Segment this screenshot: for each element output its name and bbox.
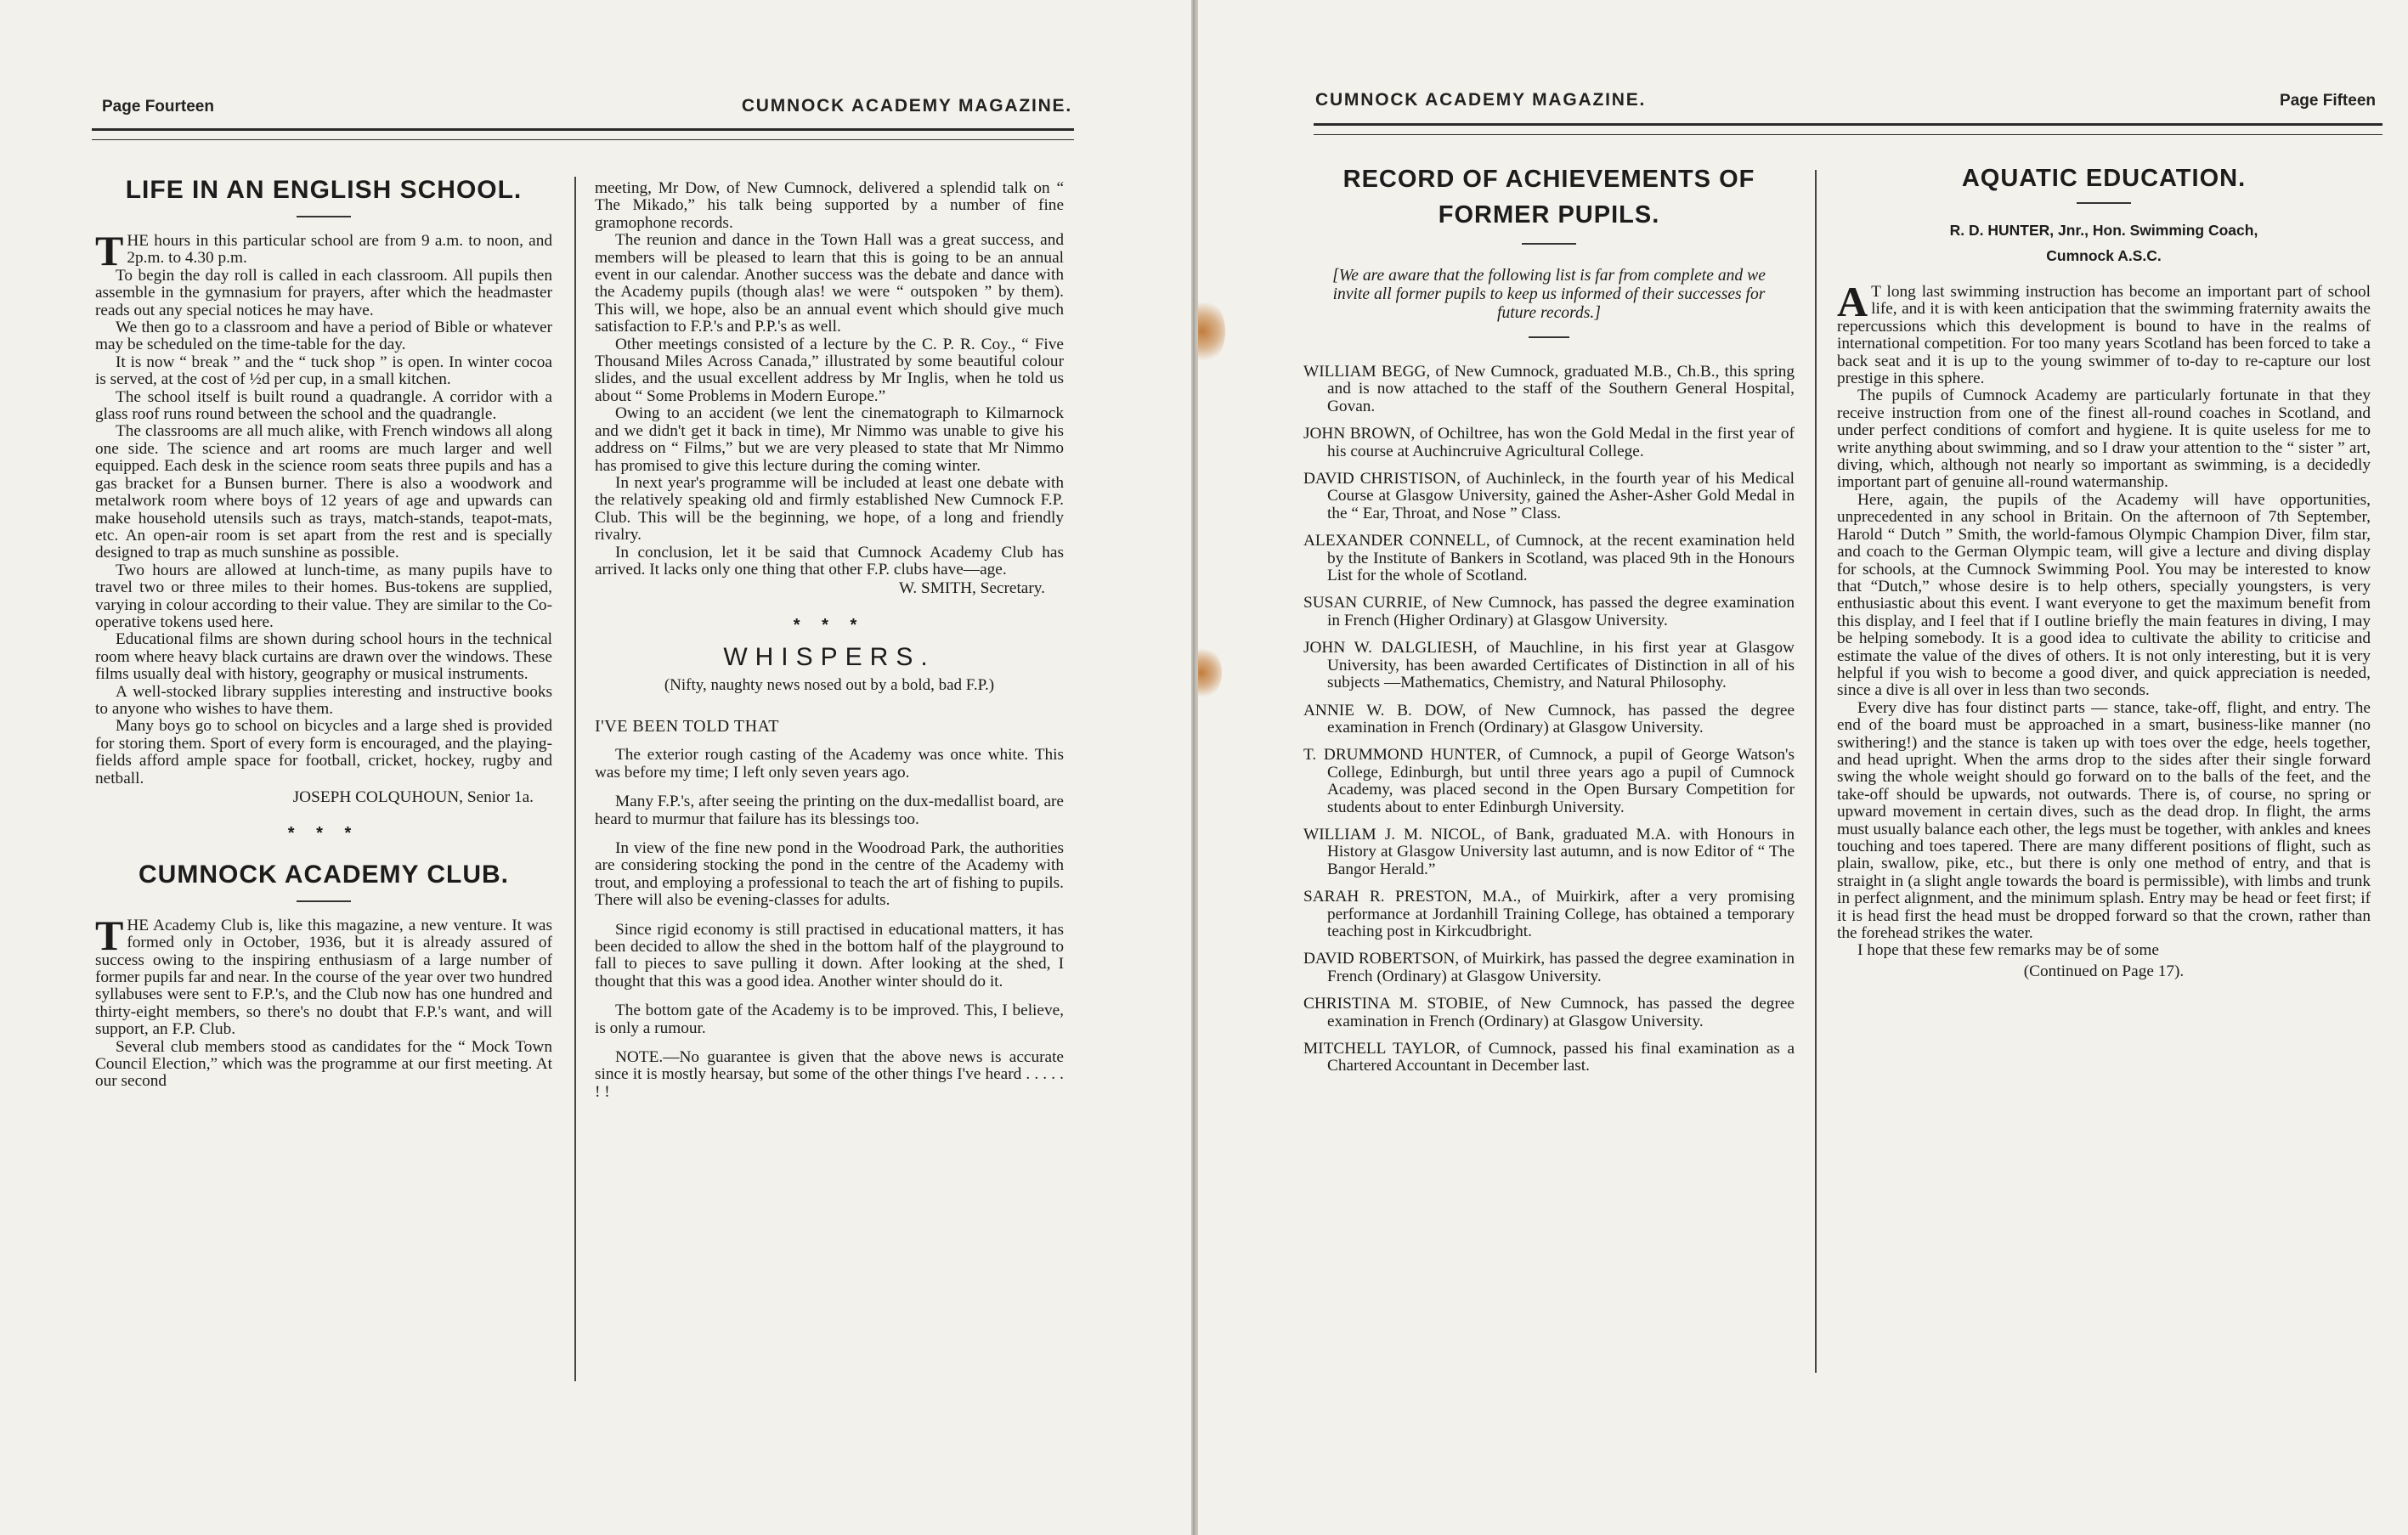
achievement-entry: SARAH R. PRESTON, M.A., of Muirkirk, after a very promising performance at Jordanhill Training College, has obtained a temporary teaching post in Kirkcudbright. xyxy=(1303,888,1795,940)
article-paragraph: Owing to an accident (we lent the cinematograph to Kilmarnock and we didn't get it back in time), Mr Nimmo was unable to give his address on “ Films,” but we are very pleased to state that Mr Nimmo has promised to give this lecture during the coming winter. xyxy=(595,404,1064,475)
title-line: FORMER PUPILS. xyxy=(1438,201,1660,229)
achievement-entry: ALEXANDER CONNELL, of Cumnock, at the recent examination held by the Institute of Bankers in Scotland, was placed 9th in the Honours List for the whole of Scotland. xyxy=(1303,532,1795,585)
achievement-entry: T. DRUMMOND HUNTER, of Cumnock, a pupil of George Watson's College, Edinburgh, but until three years ago a pupil of Cumnock Academy, was placed second in the Open Bursary Competition for students about to enter Edinburgh University. xyxy=(1303,746,1795,816)
right-column xyxy=(595,180,1064,1395)
article-paragraph: Many boys go to school on bicycles and a large shed is provided for storing them. Sport of every form is encouraged, and the playing-fields afford ample space for football, cricket, hockey, rugby and netball. xyxy=(95,717,552,787)
article-paragraph: In conclusion, let it be said that Cumnock Academy Club has arrived. It lacks only one thing that other F.P. clubs have—age. xyxy=(595,543,1064,578)
right-page-header xyxy=(1315,82,2376,110)
article-paragraph: Two hours are allowed at lunch-time, as many pupils have to travel two or three miles to their homes. Bus-tokens are supplied, varying in colour according to their value. They are similar to the Co-operative tokens used here. xyxy=(95,561,552,631)
article-paragraph: In next year's programme will be included at least one debate with the relatively speaking old and firmly established New Cumnock F.P. Club. This will be the beginning, we hope, of a long and friendly rivalry. xyxy=(595,473,1064,545)
column-divider xyxy=(574,177,576,1381)
whisper-item: In view of the fine new pond in the Woodroad Park, the authorities are considering stocking the pond in the centre of the Academy with trout, and employing a professional to teach the art of fishing to pupils. There will also be evening-classes for adults. xyxy=(595,839,1064,910)
drop-cap: A xyxy=(1837,278,1868,325)
article-paragraph: A T long last swimming instruction has become an important part of school life, and it is with keen anticipation that the swimming fraternity awaits the repercussions which this development is bound to have in the realms of international competition. For too many years Scotland has been forced to take a back seat and it is up to the young swimmer of to-day to re-capture our lost prestige in this sphere. xyxy=(1837,278,2371,388)
article-paragraph: Other meetings consisted of a lecture by the C. P. R. Coy., “ Five Thousand Miles Across Canada,” illustrated by some beautiful colour slides, and the usual excellent address by Mr Inglis, when he told us about “ Some Problems in Modern Europe.” xyxy=(595,335,1064,405)
article-paragraph: meeting, Mr Dow, of New Cumnock, delivered a splendid talk on “ The Mikado,” his talk being supported by a number of fine gramophone records. xyxy=(595,180,1064,232)
author-line: R. D. HUNTER, Jnr., Hon. Swimming Coach, xyxy=(1949,222,2258,239)
magazine-title: CUMNOCK ACADEMY MAGAZINE. xyxy=(741,96,1072,116)
author-line: Cumnock A.S.C. xyxy=(2046,247,2162,264)
article-paragraph: Here, again, the pupils of the Academy will have opportunities, unprecedented in any school in Britain. On the afternoon of 7th September, Harold “ Dutch ” Smith, the world-famous Olympic Champion Diver, film star, and coach to the German Olympic team, will give a lecture and diving display for schools, at the Cumnock Swimming Pool. You may be interested to know that “Dutch,” whose desire is to help others, specially youngsters, is very enthusiastic about this event. I want everyone to get the maximum benefit from this display, and I feel that if I outline briefly the main features in diving, I may be helping somebody. It is a good idea to cultivate the ability to criticise and estimate the value of the dives of others. It is not only interesting, but it is very helpful if you wish to become a good diver, and quick appreciation is needed, since a dive is all over in less than two seconds. xyxy=(1837,490,2371,700)
title-line: RECORD OF ACHIEVEMENTS OF xyxy=(1342,166,1755,193)
achievement-entry: MITCHELL TAYLOR, of Cumnock, passed his final examination as a Chartered Accountant in December last. xyxy=(1303,1040,1795,1075)
article-paragraph: It is now “ break ” and the “ tuck shop ” is open. In winter cocoa is served, at the cost of ½d per cup, in a small kitchen. xyxy=(95,353,552,389)
article-title xyxy=(1303,161,1795,233)
page-stain xyxy=(1198,297,1225,365)
article-title: WHISPERS. xyxy=(723,643,936,672)
article-title: CUMNOCK ACADEMY CLUB. xyxy=(138,860,509,889)
continued-note: (Continued on Page 17). xyxy=(2023,962,2185,980)
whisper-item: The bottom gate of the Academy is to be improved. This, I believe, is only a rumour. xyxy=(595,1002,1064,1037)
article-paragraph: We then go to a classroom and have a period of Bible or whatever may be scheduled on the time-table for the day. xyxy=(95,319,552,354)
article-paragraph: I hope that these few remarks may be of some xyxy=(1857,941,2159,960)
left-column xyxy=(95,173,552,1397)
title-rule xyxy=(1522,243,1576,245)
achievement-entry: JOHN W. DALGLIESH, of Mauchline, in his first year at Glasgow University, has been awarded Certificates of Distinction in all of his subjects —Mathematics, Chemistry, and Natural Philosophy. xyxy=(1303,639,1795,692)
article-paragraph: Educational films are shown during school hours in the technical room where heavy black curtains are drawn over the windows. These films usually deal with history, geography or musical instruments. xyxy=(95,630,552,684)
aquatic-column xyxy=(1837,161,2371,1385)
whisper-item: NOTE.—No guarantee is given that the above news is accurate since it is mostly hearsay, but some of the other things I've heard . . . . . ! ! xyxy=(595,1048,1064,1101)
whisper-item: Many F.P.'s, after seeing the printing on the dux-medallist board, are heard to murmur that failure has its blessings too. xyxy=(595,793,1064,828)
author-signature: JOSEPH COLQUHOUN, Senior 1a. xyxy=(292,788,534,806)
article-paragraph: The classrooms are all much alike, with French windows all along one side. The science and art rooms are much larger and well equipped. Each desk in the science room seats three pupils and has a gas bracket for a Bunsen burner. There is also a woodwork and metalwork room where boys of 12 years of age and upwards can make household utensils such as trays, match-stands, teapot-mats, etc. An open-air room is set apart from the rest and is specially designed to trap as much sunshine as possible. xyxy=(95,422,552,562)
achievement-entry: WILLIAM BEGG, of New Cumnock, graduated M.B., Ch.B., this spring and is now attached to the staff of the Southern General Hospital, Govan. xyxy=(1303,363,1795,415)
article-paragraph: THE hours in this particular school are from 9 a.m. to noon, and 2p.m. to 4.30 p.m. xyxy=(95,227,552,274)
article-paragraph: A well-stocked library supplies interesting and instructive books to anyone who wishes to have them. xyxy=(95,682,552,718)
article-title: LIFE IN AN ENGLISH SCHOOL. xyxy=(125,176,523,204)
magazine-title: CUMNOCK ACADEMY MAGAZINE. xyxy=(1315,90,1647,110)
right-page xyxy=(1198,0,2408,1535)
page-stain xyxy=(1198,646,1222,700)
drop-cap: T xyxy=(95,911,124,959)
section-heading: I'VE BEEN TOLD THAT xyxy=(595,716,779,736)
article-paragraph: To begin the day roll is called in each classroom. All pupils then assemble in the gymnasium for prayers, after which the headmaster reads out any special notices he may have. xyxy=(95,266,552,319)
article-paragraph: THE Academy Club is, like this magazine, a new venture. It was formed only in October, 1936, but it is already assured of success owing to the inspiring enthusiasm of a large number of former pupils far and near. In the course of the year over two hundred syllabuses were sent to F.P.'s, and the Club now has one hundred and thirty-eight members, so there's no doubt that F.P.'s want, and will support, an F.P. Club. xyxy=(95,911,552,1039)
article-paragraph: Several club members stood as candidates for the “ Mock Town Council Election,” which was the programme at our first meeting. At our second xyxy=(95,1037,552,1091)
author-signature: W. SMITH, Secretary. xyxy=(898,579,1045,598)
article-paragraph: The school itself is built round a quadrangle. A corridor with a glass roof runs round between the school and the quadrangle. xyxy=(95,387,552,424)
title-rule xyxy=(297,216,351,217)
article-paragraph: The reunion and dance in the Town Hall was a great success, and members will be pleased to learn that this is going to be an annual event in our calendar. Another success was the debate and dance with the Academy pupils (though alas! we were “ outspoken ” by them). This will, we hope, also be an annual event which should give much satisfaction to F.P.'s and P.P.'s as well. xyxy=(595,231,1064,336)
page-number: Page Fifteen xyxy=(2280,92,2376,110)
editor-note: [We are aware that the following list is far from complete and we invite all former pupils to keep us informed of their successes for future records.] xyxy=(1332,267,1766,322)
left-page-header xyxy=(102,87,1072,116)
article-subtitle: (Nifty, naughty news nosed out by a bold, bad F.P.) xyxy=(664,675,995,694)
left-page xyxy=(0,0,1191,1535)
section-divider: * * * xyxy=(287,824,360,844)
article-paragraph: Every dive has four distinct parts — stance, take-off, flight, and entry. The end of the board must be approached in a smart, business-like manner (no swithering!) and the stance is taken up with toes over the edge, heels together, and head upright. When the arms drop to the sides after their single forward swing the whole weight should go forward on to the balls of the feet, and the take-off should be upwards, not outwards. There is, of course, no spring or upward movement in certain dives, such as the dead drop. In flight, the arms must usually balance each other, the legs must be together, with ankles and knees touching and toes tapered. There are many different positions of flight, such as plain, swallow, pike, etc., but there is only one method of entry, and that is straight in (a slight angle towards the board is permissible), with limbs and trunk in perfect alignment, and the minimum splash. Entry may be head or feet first; if it is head first the head must be dropped forward so that the crown, rather than the forehead strikes the water. xyxy=(1837,698,2371,943)
achievement-entry: WILLIAM J. M. NICOL, of Bank, graduated M.A. with Honours in History at Glasgow University last autumn, and is now Editor of “ The Bangor Herald.” xyxy=(1303,825,1795,878)
achievement-entry: CHRISTINA M. STOBIE, of New Cumnock, has passed the degree examination in French (Ordinary) at Glasgow University. xyxy=(1303,995,1795,1030)
title-rule xyxy=(1529,336,1569,338)
title-rule xyxy=(297,900,351,902)
header-rule xyxy=(1314,123,2383,135)
achievement-entry: SUSAN CURRIE, of New Cumnock, has passed the degree examination in French (Higher Ordinary) at Glasgow University. xyxy=(1303,594,1795,629)
whisper-item: Since rigid economy is still practised in educational matters, it has been decided to allow the shed in the bottom half of the playground to fall to pieces to save pulling it down. After looking at the shed, I thought that this was a good idea. Another winter should do it. xyxy=(595,920,1064,990)
article-author xyxy=(1837,217,2371,268)
column-divider xyxy=(1815,170,1817,1373)
title-rule xyxy=(2077,202,2131,204)
record-column xyxy=(1303,161,1795,1385)
article-paragraph: The pupils of Cumnock Academy are particularly fortunate in that they receive instruction from one of the finest all-round coaches in Scotland, and under perfect conditions of comfort and hygiene. It is quite useless for me to write anything about swimming, and so I draw your attention to the “ sister ” art, diving, which, although not nearly so important as swimming, is a decidedly important part of genuine all-round watermanship. xyxy=(1837,387,2371,492)
article-title: AQUATIC EDUCATION. xyxy=(1961,165,2247,192)
whisper-item: The exterior rough casting of the Academy was once white. This was before my time; I left only seven years ago. xyxy=(595,746,1064,782)
page-number: Page Fourteen xyxy=(102,98,214,116)
achievement-entry: DAVID CHRISTISON, of Auchinleck, in the fourth year of his Medical Course at Glasgow University, gained the Asher-Asher Gold Medal in the “ Ear, Throat, and Nose ” Class. xyxy=(1303,470,1795,522)
achievement-entry: JOHN BROWN, of Ochiltree, has won the Gold Medal in the first year of his course at Auchincruive Agricultural College. xyxy=(1303,425,1795,460)
achievement-entry: ANNIE W. B. DOW, of New Cumnock, has passed the degree examination in French (Ordinary) at Glasgow University. xyxy=(1303,701,1795,736)
header-rule xyxy=(92,128,1074,140)
section-divider: * * * xyxy=(793,615,866,635)
drop-cap: T xyxy=(95,227,124,274)
achievement-entry: DAVID ROBERTSON, of Muirkirk, has passed the degree examination in French (Ordinary) at Glasgow University. xyxy=(1303,950,1795,985)
